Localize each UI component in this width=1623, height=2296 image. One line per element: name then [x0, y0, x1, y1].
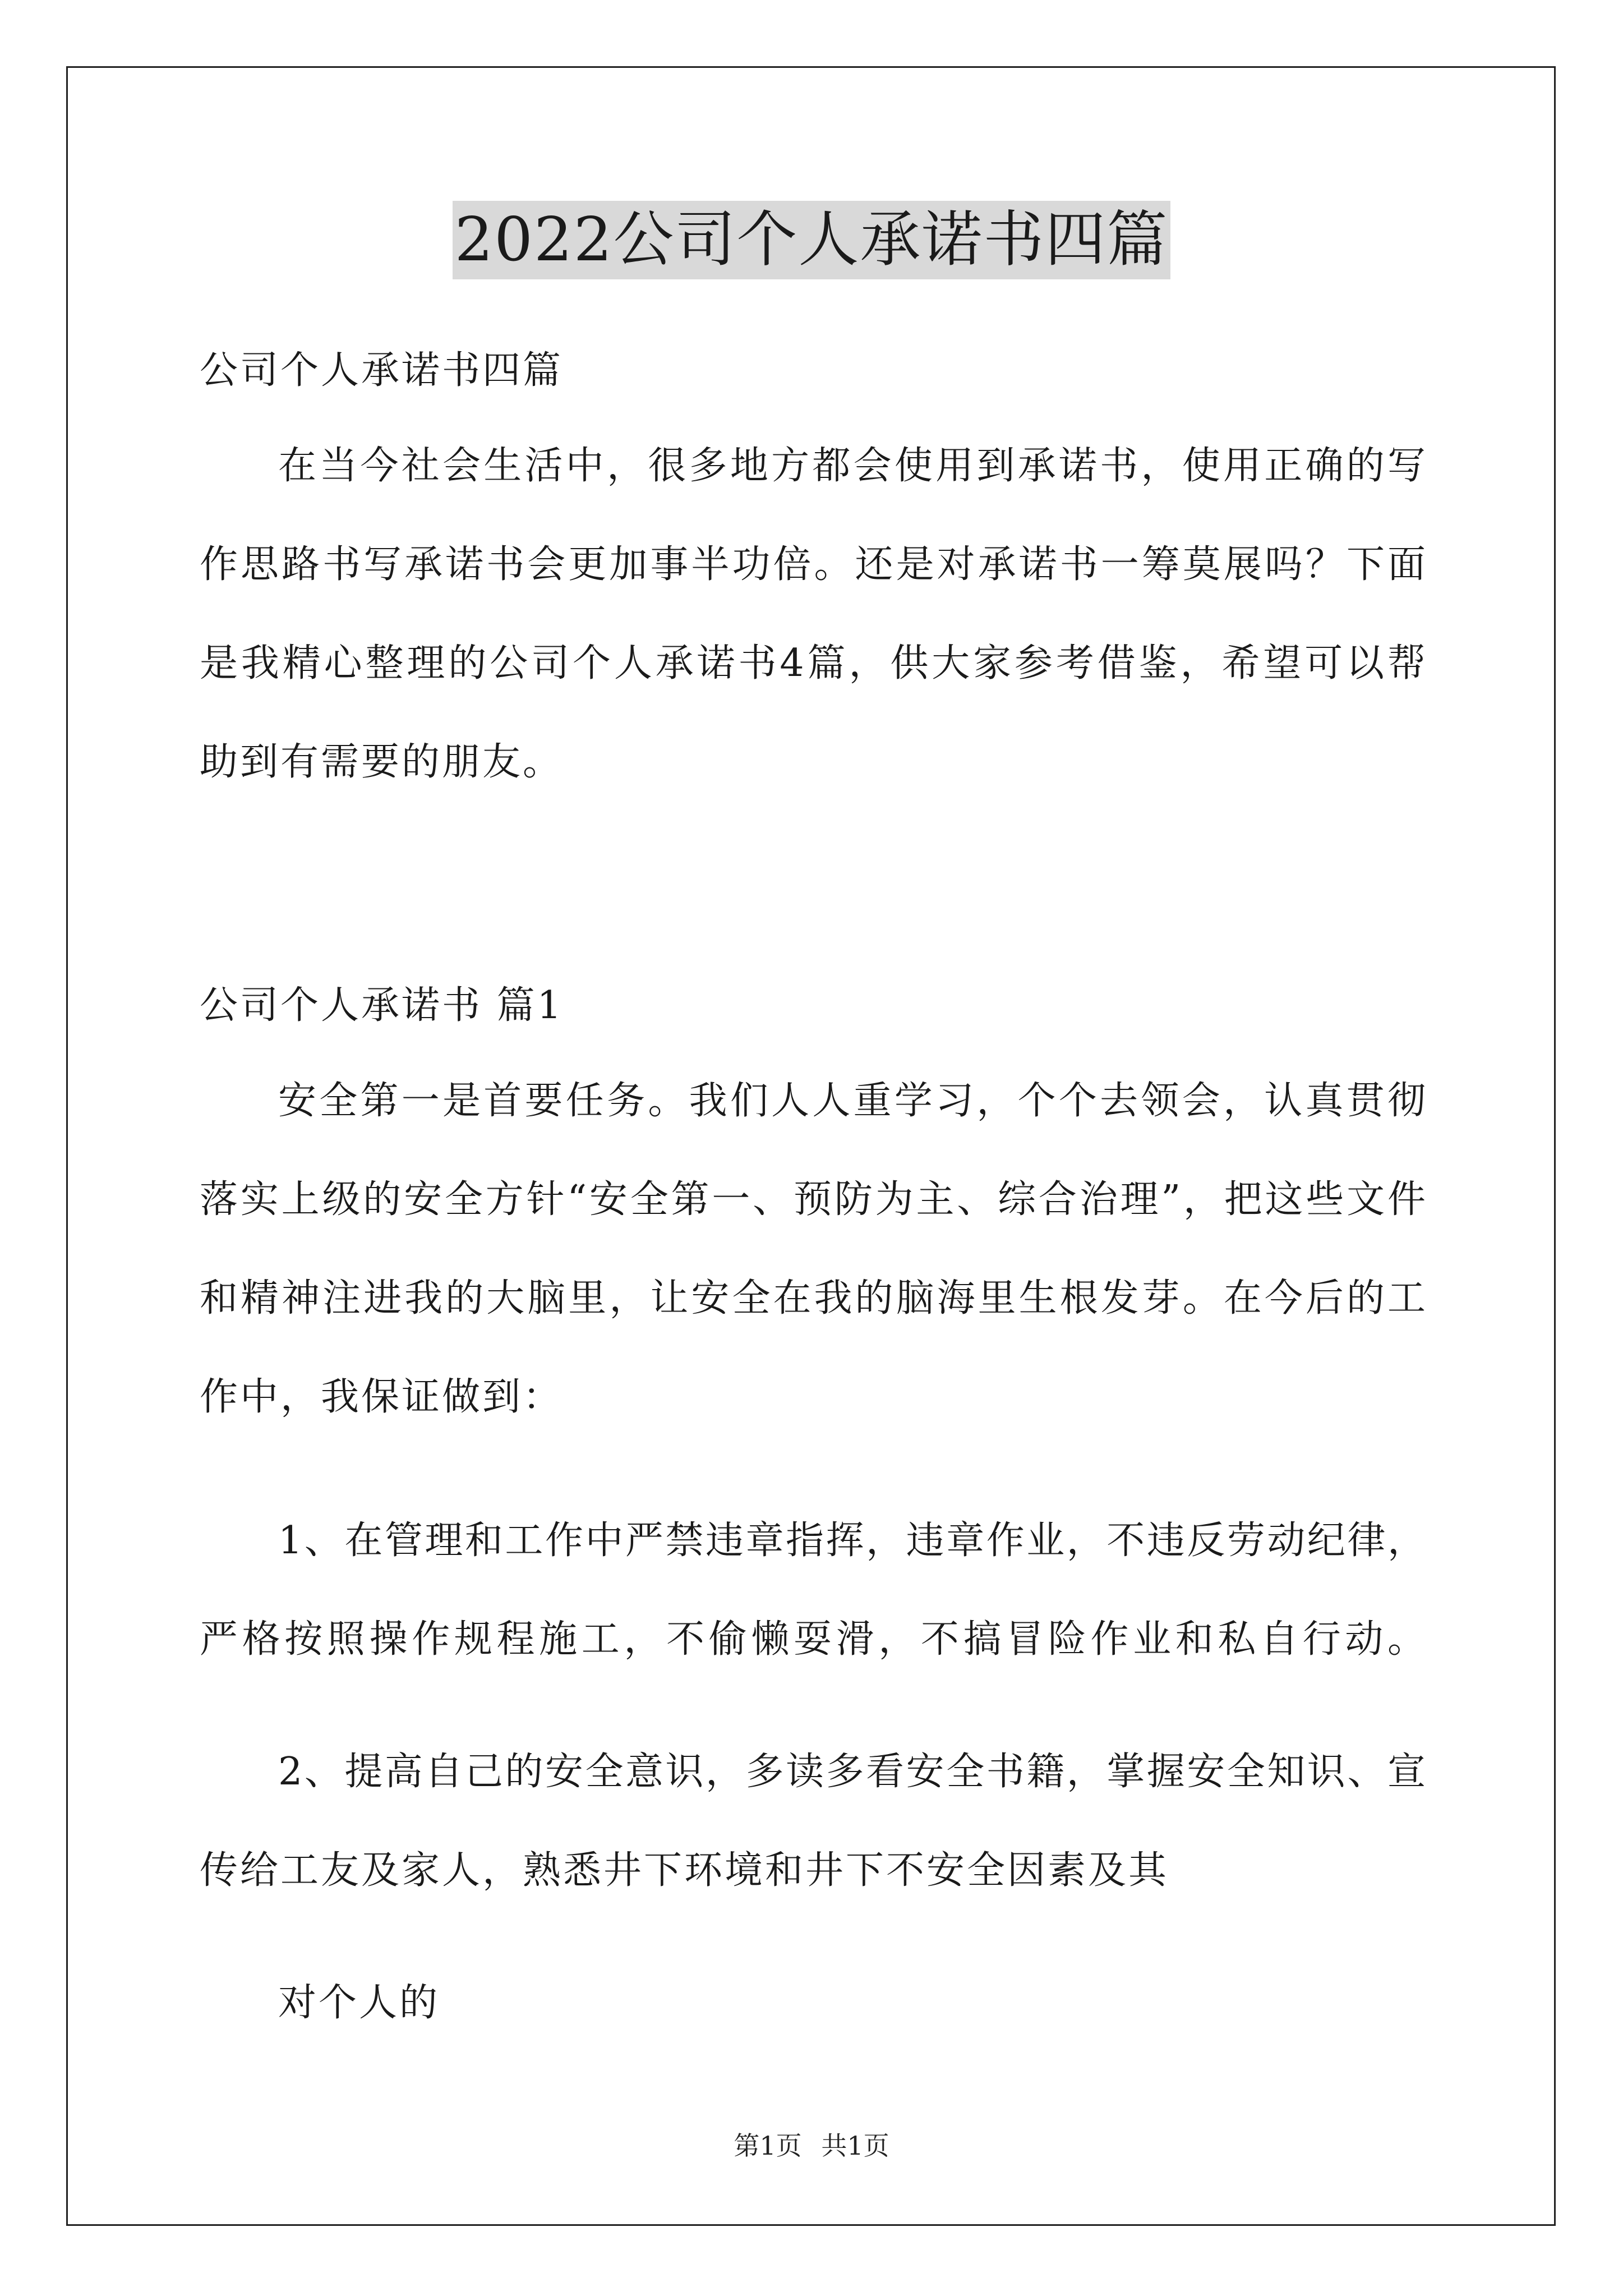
section-paragraph-line-1: 安全第一是首要任务。我们人人重学习，个个去领会，认真贯彻	[278, 1079, 1426, 1123]
intro-line-1: 在当今社会生活中，很多地方都会使用到承诺书，使用正确的写	[278, 444, 1426, 488]
list-item-2-line-1: 2、提高自己的安全意识，多读多看安全书籍，掌握安全知识、宣	[278, 1750, 1426, 1794]
section-heading: 公司个人承诺书 篇1	[200, 983, 564, 1028]
intro-line-4: 助到有需要的朋友。	[200, 740, 564, 784]
page-number-total: 共1页	[821, 2131, 889, 2161]
document-title: 2022公司个人承诺书四篇	[453, 201, 1171, 279]
title-container	[0, 201, 1623, 279]
list-item-1-line-1: 1、在管理和工作中严禁违章指挥，违章作业，不违反劳动纪律，	[278, 1519, 1426, 1563]
page-footer	[0, 2129, 1623, 2162]
intro-line-2: 作思路书写承诺书会更加事半功倍。还是对承诺书一筹莫展吗？下面	[200, 542, 1426, 587]
intro-line-3: 是我精心整理的公司个人承诺书4篇，供大家参考借鉴，希望可以帮	[200, 641, 1426, 685]
section-paragraph-line-3: 和精神注进我的大脑里，让安全在我的脑海里生根发芽。在今后的工	[200, 1276, 1426, 1320]
section-paragraph-line-2: 落实上级的安全方针“安全第一、预防为主、综合治理”，把这些文件	[200, 1177, 1426, 1222]
list-item-1-line-2: 严格按照操作规程施工，不偷懒耍滑，不搞冒险作业和私自行动。	[200, 1617, 1426, 1662]
list-item-2-line-2: 传给工友及家人，熟悉井下环境和井下不安全因素及其	[200, 1848, 1169, 1893]
paragraph-fragment: 对个人的	[278, 1981, 440, 2025]
page-number-current: 第1页	[734, 2131, 802, 2161]
section-paragraph-line-4: 作中，我保证做到：	[200, 1375, 564, 1419]
document-subtitle: 公司个人承诺书四篇	[200, 348, 564, 393]
